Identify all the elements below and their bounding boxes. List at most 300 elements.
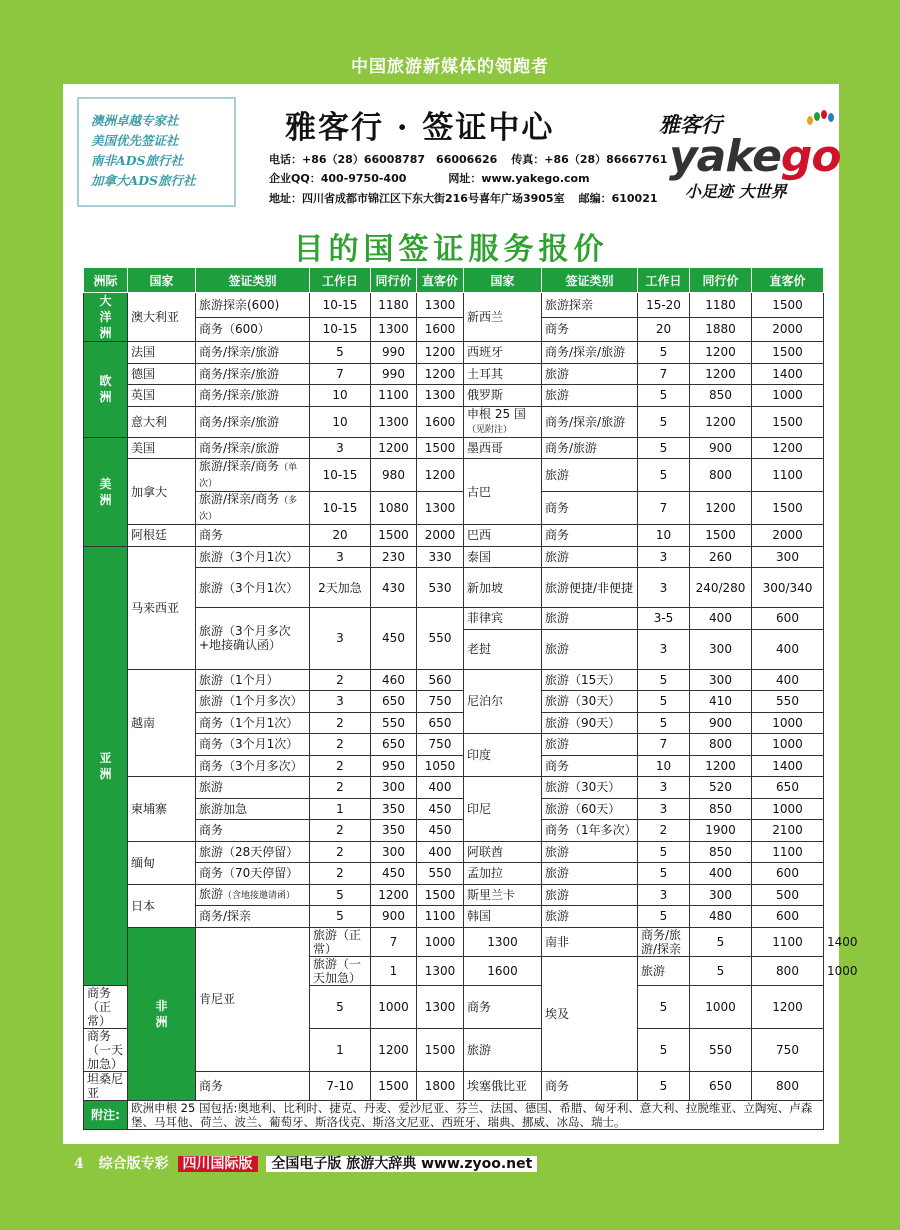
country-cell: 埃及 <box>542 956 638 1071</box>
trade-price-cell: 1880 <box>690 317 752 342</box>
workdays-cell: 7 <box>371 927 417 956</box>
retail-price-cell: 600 <box>752 906 824 928</box>
logo-en-accent: go <box>780 131 841 182</box>
country-cell: 坦桑尼亚 <box>84 1071 128 1100</box>
retail-price-cell: 750 <box>417 691 464 713</box>
country-cell: 新西兰 <box>464 293 542 342</box>
workdays-cell: 10-15 <box>310 459 371 492</box>
visa-type-cell: 旅游 <box>542 459 638 492</box>
qq: 企业QQ：400-9750-400 <box>269 172 407 185</box>
trade-price-cell: 550 <box>690 1028 752 1071</box>
workdays-cell: 5 <box>638 906 690 928</box>
workdays-cell: 5 <box>638 342 690 364</box>
workdays-cell: 3 <box>638 546 690 568</box>
workdays-cell: 5 <box>638 712 690 734</box>
retail-price-cell: 600 <box>752 863 824 885</box>
contact-address-line <box>269 190 658 206</box>
retail-price-cell: 530 <box>417 568 464 608</box>
retail-price-cell: 1300 <box>417 385 464 407</box>
retail-price-cell: 2000 <box>752 525 824 547</box>
trade-price-cell: 850 <box>690 841 752 863</box>
partner-line: 加拿大ADS旅行社 <box>91 173 196 188</box>
main-title: 目的国签证服务报价 <box>293 232 609 267</box>
trade-price-cell: 990 <box>371 363 417 385</box>
retail-price-cell: 1100 <box>752 841 824 863</box>
visa-type-cell: 旅游（含地接邀请函） <box>196 884 310 906</box>
trade-price-cell: 800 <box>690 734 752 756</box>
table-row <box>84 342 824 364</box>
table-row <box>84 293 824 318</box>
trade-price-cell: 1200 <box>690 363 752 385</box>
workdays-cell: 10 <box>310 406 371 437</box>
retail-price-cell: 1000 <box>752 798 824 820</box>
trade-price-cell: 400 <box>690 608 752 630</box>
retail-price-cell: 1500 <box>417 1028 464 1071</box>
retail-price-cell: 1200 <box>417 459 464 492</box>
retail-price-cell: 300 <box>752 546 824 568</box>
country-cell: 孟加拉 <box>464 863 542 885</box>
visa-type-cell: 旅游/探亲/商务（单次） <box>196 459 310 492</box>
visa-type-cell: 商务（70天停留） <box>196 863 310 885</box>
continent-oceania: 大洋洲 <box>84 293 128 342</box>
contact-qq-line <box>269 170 590 186</box>
continent-africa: 非洲 <box>128 927 196 1100</box>
footprint-icon <box>807 110 835 128</box>
edition-label: 四川国际版 <box>178 1156 258 1172</box>
retail-price-cell: 400 <box>752 669 824 691</box>
country-cell: 德国 <box>128 363 196 385</box>
country-cell: 南非 <box>542 927 638 956</box>
section-label: 综合版专彩 <box>98 1156 169 1172</box>
retail-price-cell: 500 <box>752 884 824 906</box>
country-cell: 阿根廷 <box>128 525 196 547</box>
workdays-cell: 1 <box>310 798 371 820</box>
retail-price-cell: 1600 <box>417 406 464 437</box>
country-cell: 法国 <box>128 342 196 364</box>
workdays-cell: 5 <box>638 1028 690 1071</box>
country-cell: 印尼 <box>464 777 542 842</box>
visa-type-cell: 商务 <box>542 525 638 547</box>
table-row <box>84 777 824 799</box>
trade-price-cell: 1200 <box>690 755 752 777</box>
country-cell: 印度 <box>464 734 542 777</box>
country-cell: 马来西亚 <box>128 546 196 669</box>
workdays-cell: 20 <box>638 317 690 342</box>
visa-type-cell: 旅游（60天） <box>542 798 638 820</box>
col-continent: 洲际 <box>84 268 128 293</box>
col-trade-price: 同行价 <box>371 268 417 293</box>
retail-price-cell: 1000 <box>752 385 824 407</box>
logo-en-main: yake <box>669 131 781 182</box>
visa-type-cell: 旅游（一天加急） <box>310 956 371 985</box>
workdays-cell: 5 <box>310 906 371 928</box>
visa-type-cell: 商务/探亲/旅游 <box>542 406 638 437</box>
trade-price-cell: 300 <box>690 629 752 669</box>
retail-price-cell: 1200 <box>417 342 464 364</box>
trade-price-cell: 1000 <box>371 985 417 1028</box>
partner-agencies-box <box>77 97 236 207</box>
country-cell: 菲律宾 <box>464 608 542 630</box>
workdays-cell: 10 <box>638 525 690 547</box>
trade-price-cell: 1300 <box>417 956 464 985</box>
retail-price-cell: 400 <box>417 841 464 863</box>
visa-type-cell: 商务/探亲/旅游 <box>196 406 310 437</box>
country-cell <box>464 406 542 437</box>
retail-price-cell: 1100 <box>752 459 824 492</box>
trade-price-cell: 1100 <box>371 385 417 407</box>
workdays-cell: 2 <box>310 669 371 691</box>
workdays-cell: 1 <box>310 1028 371 1071</box>
visa-type-cell: 旅游（1个月多次） <box>196 691 310 713</box>
retail-price-cell: 1050 <box>417 755 464 777</box>
workdays-cell: 5 <box>690 927 752 956</box>
continent-asia: 亚洲 <box>84 546 128 985</box>
workdays-cell: 2 <box>310 755 371 777</box>
visa-type-cell: 商务/探亲/旅游 <box>196 363 310 385</box>
workdays-cell: 5 <box>638 669 690 691</box>
trade-price-cell: 900 <box>690 712 752 734</box>
trade-price-cell: 300 <box>371 777 417 799</box>
trade-price-cell: 430 <box>371 568 417 608</box>
retail-price-cell: 1200 <box>752 437 824 459</box>
retail-price-cell: 750 <box>752 1028 824 1071</box>
retail-price-cell: 1200 <box>752 985 824 1028</box>
trade-price-cell: 410 <box>690 691 752 713</box>
logo-cn: 雅客行 <box>659 113 722 137</box>
retail-price-cell: 1400 <box>752 755 824 777</box>
visa-type-cell: 旅游 <box>542 906 638 928</box>
workdays-cell: 7 <box>638 492 690 525</box>
visa-type-cell: 商务 <box>542 1071 638 1100</box>
website[interactable]: 网址：www.yakego.com <box>448 172 590 185</box>
visa-type-cell: 旅游便捷/非便捷 <box>542 568 638 608</box>
country-cell: 缅甸 <box>128 841 196 884</box>
retail-price-cell: 1300 <box>417 293 464 318</box>
workdays-cell: 3-5 <box>638 608 690 630</box>
visa-type-cell: 旅游/探亲/商务（多次） <box>196 492 310 525</box>
workdays-cell: 5 <box>690 956 752 985</box>
workdays-cell: 5 <box>310 884 371 906</box>
trade-price-cell: 1200 <box>371 437 417 459</box>
trade-price-cell: 850 <box>690 798 752 820</box>
visa-type-cell: 商务/探亲 <box>196 906 310 928</box>
retail-price-cell: 550 <box>752 691 824 713</box>
trade-price-cell: 980 <box>371 459 417 492</box>
address: 地址：四川省成都市锦江区下东大街216号喜年广场3905室 <box>269 192 565 205</box>
visa-type-cell: 旅游（30天） <box>542 691 638 713</box>
retail-price-cell: 400 <box>417 777 464 799</box>
visa-type-cell: 商务（600） <box>196 317 310 342</box>
visa-type-cell: 商务/探亲/旅游 <box>196 342 310 364</box>
workdays-cell: 3 <box>310 608 371 670</box>
trade-price-cell: 800 <box>690 459 752 492</box>
col-workdays: 工作日 <box>638 268 690 293</box>
country-cell: 巴西 <box>464 525 542 547</box>
retail-price-cell: 1500 <box>752 342 824 364</box>
workdays-cell: 5 <box>310 342 371 364</box>
trade-price-cell: 800 <box>752 956 824 985</box>
col-trade-price: 同行价 <box>690 268 752 293</box>
retail-price-cell: 1200 <box>417 363 464 385</box>
country-cell: 墨西哥 <box>464 437 542 459</box>
retail-price-cell: 450 <box>417 798 464 820</box>
retail-price-cell: 1400 <box>752 363 824 385</box>
visa-type-cell: 商务 <box>196 820 310 842</box>
workdays-cell: 2 <box>310 734 371 756</box>
table-row <box>84 437 824 459</box>
trade-price-cell: 300 <box>371 841 417 863</box>
visa-type-cell: 旅游 <box>542 629 638 669</box>
trade-price-cell: 350 <box>371 798 417 820</box>
retail-price-cell: 1500 <box>417 884 464 906</box>
country-cell: 美国 <box>128 437 196 459</box>
country-cell: 肯尼亚 <box>196 927 310 1071</box>
col-workdays: 工作日 <box>310 268 371 293</box>
trade-price-cell: 1500 <box>690 525 752 547</box>
visa-type-cell: 旅游 <box>542 385 638 407</box>
footer <box>74 1153 537 1173</box>
retail-price-cell: 600 <box>752 608 824 630</box>
visa-type-cell: 商务 <box>464 985 542 1028</box>
partner-line: 美国优先签证社 <box>91 133 179 148</box>
visa-note: （含地接邀请函） <box>223 890 296 901</box>
col-country: 国家 <box>128 268 196 293</box>
retail-price-cell: 1500 <box>752 406 824 437</box>
trade-price-cell: 650 <box>371 691 417 713</box>
country-cell: 古巴 <box>464 459 542 525</box>
workdays-cell: 5 <box>638 385 690 407</box>
workdays-cell: 2 <box>310 777 371 799</box>
trade-price-cell: 1200 <box>690 492 752 525</box>
note-row <box>84 1100 824 1129</box>
retail-price-cell: 1000 <box>752 712 824 734</box>
country-cell: 越南 <box>128 669 196 777</box>
trade-price-cell: 400 <box>690 863 752 885</box>
retail-price-cell: 550 <box>417 608 464 670</box>
trade-price-cell: 300 <box>690 884 752 906</box>
retail-price-cell: 1500 <box>417 437 464 459</box>
retail-price-cell: 1100 <box>417 906 464 928</box>
retail-price-cell: 560 <box>417 669 464 691</box>
country-cell: 日本 <box>128 884 196 927</box>
visa-type-cell: 商务 <box>196 1071 310 1100</box>
col-visa-type: 签证类别 <box>196 268 310 293</box>
country-cell: 埃塞俄比亚 <box>464 1071 542 1100</box>
trade-price-cell: 450 <box>371 608 417 670</box>
trade-price-cell: 900 <box>690 437 752 459</box>
country-cell: 西班牙 <box>464 342 542 364</box>
table-row <box>84 841 824 863</box>
retail-price-cell: 2100 <box>752 820 824 842</box>
visa-type-cell: 商务 <box>542 492 638 525</box>
partner-line: 南非ADS旅行社 <box>91 153 184 168</box>
workdays-cell: 3 <box>310 546 371 568</box>
retail-price-cell: 1500 <box>752 293 824 318</box>
trade-price-cell: 520 <box>690 777 752 799</box>
trade-price-cell: 950 <box>371 755 417 777</box>
trade-price-cell: 1300 <box>371 317 417 342</box>
workdays-cell: 15-20 <box>638 293 690 318</box>
trade-price-cell: 300 <box>690 669 752 691</box>
visa-type-cell: 商务（一天加急） <box>84 1028 128 1071</box>
trade-price-cell: 460 <box>371 669 417 691</box>
workdays-cell: 5 <box>310 985 371 1028</box>
visa-type-cell: 商务（3个月多次） <box>196 755 310 777</box>
retail-price-cell: 1600 <box>417 317 464 342</box>
visa-type-cell: 商务 <box>196 525 310 547</box>
trade-price-cell: 1180 <box>690 293 752 318</box>
visa-price-table <box>83 267 858 1130</box>
trade-price-cell: 850 <box>690 385 752 407</box>
trade-price-cell: 1500 <box>371 525 417 547</box>
trade-price-cell: 1200 <box>371 1028 417 1071</box>
retail-price-cell: 650 <box>417 712 464 734</box>
trade-price-cell: 1200 <box>371 884 417 906</box>
retail-price-cell: 1600 <box>464 956 542 985</box>
retail-price-cell: 1300 <box>417 985 464 1028</box>
footer-url[interactable]: www.zyoo.net <box>421 1156 533 1172</box>
visa-type-cell: 商务/探亲/旅游 <box>196 437 310 459</box>
continent-europe: 欧洲 <box>84 342 128 438</box>
country-cell: 泰国 <box>464 546 542 568</box>
visa-type-cell: 商务（1个月1次） <box>196 712 310 734</box>
country-cell: 尼泊尔 <box>464 669 542 734</box>
visa-type-cell: 旅游 <box>638 956 690 985</box>
table-row <box>84 669 824 691</box>
table-header <box>84 268 824 293</box>
visa-type-cell: 商务/探亲/旅游 <box>542 342 638 364</box>
visa-type-cell: 旅游 <box>542 546 638 568</box>
workdays-cell: 5 <box>638 841 690 863</box>
trade-price-cell: 1300 <box>371 406 417 437</box>
trade-price-cell: 260 <box>690 546 752 568</box>
visa-type-cell: 旅游（正常） <box>310 927 371 956</box>
visa-type-cell: 旅游（1个月） <box>196 669 310 691</box>
visa-type-cell: 旅游加急 <box>196 798 310 820</box>
workdays-cell: 3 <box>310 691 371 713</box>
workdays-cell: 1 <box>371 956 417 985</box>
fax: 传真：+86（28）86667761 <box>511 153 668 166</box>
table-row <box>84 546 824 568</box>
retail-price-cell: 1500 <box>752 492 824 525</box>
note-label: 附注: <box>84 1100 128 1129</box>
visa-type-cell: 旅游 <box>196 777 310 799</box>
retail-price-cell: 1800 <box>417 1071 464 1100</box>
contact-phone-line <box>269 151 667 167</box>
retail-price-cell: 1300 <box>417 492 464 525</box>
workdays-cell: 2 <box>638 820 690 842</box>
logo-tagline: 小足迹 大世界 <box>685 182 787 201</box>
retail-price-cell: 2000 <box>417 525 464 547</box>
workdays-cell: 10 <box>638 755 690 777</box>
visa-type-cell: 商务 <box>542 317 638 342</box>
continent-americas: 美洲 <box>84 437 128 546</box>
workdays-cell: 20 <box>310 525 371 547</box>
table-row <box>84 459 824 492</box>
trade-price-cell: 240/280 <box>690 568 752 608</box>
workdays-cell: 10 <box>310 385 371 407</box>
visa-type-cell: 旅游（3个月1次） <box>196 546 310 568</box>
table-row <box>84 406 824 437</box>
visa-type-cell: 商务（3个月1次） <box>196 734 310 756</box>
page <box>63 84 858 1144</box>
visa-type-cell: 旅游（3个月1次） <box>196 568 310 608</box>
col-retail-price: 直客价 <box>752 268 824 293</box>
trade-price-cell: 230 <box>371 546 417 568</box>
trade-price-cell: 900 <box>371 906 417 928</box>
workdays-cell: 2 <box>310 712 371 734</box>
table-row: 非洲 肯尼亚 旅游（正常） 7 1000 1300 南非 商务/旅游/探亲 5 1100 1400 <box>84 927 824 956</box>
workdays-cell: 2 <box>310 863 371 885</box>
trade-price-cell: 1200 <box>690 342 752 364</box>
workdays-cell: 7 <box>310 363 371 385</box>
trade-price-cell: 1900 <box>690 820 752 842</box>
trade-price-cell: 1080 <box>371 492 417 525</box>
trade-price-cell: 1500 <box>371 1071 417 1100</box>
country-cell: 老挝 <box>464 629 542 669</box>
trade-price-cell: 650 <box>690 1071 752 1100</box>
trade-price-cell: 990 <box>371 342 417 364</box>
workdays-cell: 7 <box>638 363 690 385</box>
brand-title: 雅客行 · 签证中心 <box>285 110 555 146</box>
retail-price-cell: 550 <box>417 863 464 885</box>
retail-price-cell: 800 <box>752 1071 824 1100</box>
visa-type-cell: 旅游（28天停留） <box>196 841 310 863</box>
table-row <box>84 525 824 547</box>
page-number: 4 <box>74 1156 84 1172</box>
visa-type-cell: 旅游 <box>542 863 638 885</box>
phone: 电话：+86（28）66008787 66006626 <box>269 153 498 166</box>
country-cell: 意大利 <box>128 406 196 437</box>
retail-price-cell: 1000 <box>752 734 824 756</box>
visa-type-cell: 商务（正常） <box>84 985 128 1028</box>
retail-price-cell: 330 <box>417 546 464 568</box>
book-label: 全国电子版 旅游大辞典 www.zyoo.net <box>266 1156 537 1172</box>
visa-type-cell: 旅游探亲(600) <box>196 293 310 318</box>
country-cell: 澳大利亚 <box>128 293 196 342</box>
workdays-cell: 2天加急 <box>310 568 371 608</box>
trade-price-cell: 1200 <box>690 406 752 437</box>
retail-price-cell: 2000 <box>752 317 824 342</box>
slogan: 中国旅游新媒体的领跑者 <box>351 57 549 77</box>
workdays-cell: 2 <box>310 841 371 863</box>
visa-type-cell: 旅游 <box>542 884 638 906</box>
trade-price-cell: 1100 <box>752 927 824 956</box>
workdays-cell: 10-15 <box>310 317 371 342</box>
visa-type-cell: 旅游 <box>542 734 638 756</box>
visa-type-cell: 旅游（15天） <box>542 669 638 691</box>
trade-price-cell: 1180 <box>371 293 417 318</box>
visa-type-cell: 旅游 <box>542 608 638 630</box>
retail-price-cell: 750 <box>417 734 464 756</box>
workdays-cell: 10-15 <box>310 293 371 318</box>
col-visa-type: 签证类别 <box>542 268 638 293</box>
retail-price-cell: 450 <box>417 820 464 842</box>
workdays-cell: 5 <box>638 985 690 1028</box>
workdays-cell: 5 <box>638 863 690 885</box>
col-retail-price: 直客价 <box>417 268 464 293</box>
visa-type-cell: 商务（1年多次） <box>542 820 638 842</box>
logo-en <box>669 131 841 182</box>
workdays-cell: 2 <box>310 820 371 842</box>
trade-price-cell: 650 <box>371 734 417 756</box>
table-row <box>84 363 824 385</box>
visa-type-cell: 旅游探亲 <box>542 293 638 318</box>
visa-type-cell: 旅游（3个月多次+地接确认函） <box>196 608 310 670</box>
country-cell: 土耳其 <box>464 363 542 385</box>
visa-type-cell: 商务/旅游/探亲 <box>638 927 690 956</box>
workdays-cell: 5 <box>638 459 690 492</box>
